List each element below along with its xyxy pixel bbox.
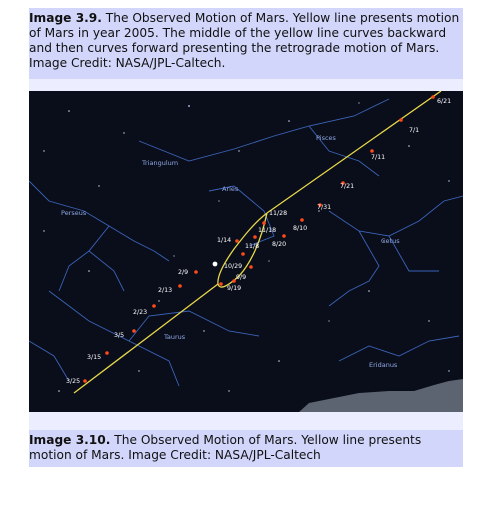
caption-top-text: The Observed Motion of Mars. Yellow line presents motion of Mars in year 2005. The middle of the yellow line curves backward and then curves forward presenting the retrograde motion of Mars. Image Credit: NASA/JPL-Caltech. xyxy=(29,11,460,70)
date-label: 2/9 xyxy=(178,269,189,276)
constellation-names xyxy=(61,134,400,369)
date-label: 9/9 xyxy=(236,274,247,281)
caption-top xyxy=(29,8,463,79)
caption-top-label: Image 3.9. xyxy=(29,11,102,25)
mars-sky-image xyxy=(29,91,463,412)
date-label: 9/19 xyxy=(227,285,242,292)
constellation-name: Pisces xyxy=(316,134,336,142)
date-label: 11/8 xyxy=(245,243,260,250)
date-label: 2/13 xyxy=(158,287,173,294)
sky-chart xyxy=(29,91,463,412)
caption-bottom-text: The Observed Motion of Mars. Yellow line presents motion of Mars. Image Credit: NASA/JPL-Caltech xyxy=(29,433,422,462)
date-label: 3/5 xyxy=(114,332,125,339)
date-label: 7/31 xyxy=(317,204,332,211)
horizon-landscape xyxy=(299,379,463,412)
spacer xyxy=(29,412,463,430)
constellation-name: Aries xyxy=(222,185,239,193)
date-label: 11/18 xyxy=(258,227,277,234)
spacer xyxy=(29,79,463,91)
date-label: 1/14 xyxy=(217,237,232,244)
date-label: 3/25 xyxy=(66,378,81,385)
constellation-name: Triangulum xyxy=(142,159,179,167)
constellation-name: Cetus xyxy=(381,237,400,245)
date-label: 10/29 xyxy=(224,263,243,270)
date-label: 7/11 xyxy=(371,154,386,161)
date-label: 11/28 xyxy=(269,210,288,217)
date-label: 7/1 xyxy=(409,127,420,134)
date-label: 8/20 xyxy=(272,241,287,248)
constellation-name: Perseus xyxy=(61,209,87,217)
date-label: 3/15 xyxy=(87,354,102,361)
date-label: 2/23 xyxy=(133,309,148,316)
caption-bottom-label: Image 3.10. xyxy=(29,433,111,447)
date-label: 6/21 xyxy=(437,98,452,105)
constellation-name: Taurus xyxy=(164,333,186,341)
date-label: 7/21 xyxy=(340,183,355,190)
caption-bottom xyxy=(29,430,463,467)
constellation-name: Eridanus xyxy=(369,361,398,369)
date-label: 8/10 xyxy=(293,225,308,232)
